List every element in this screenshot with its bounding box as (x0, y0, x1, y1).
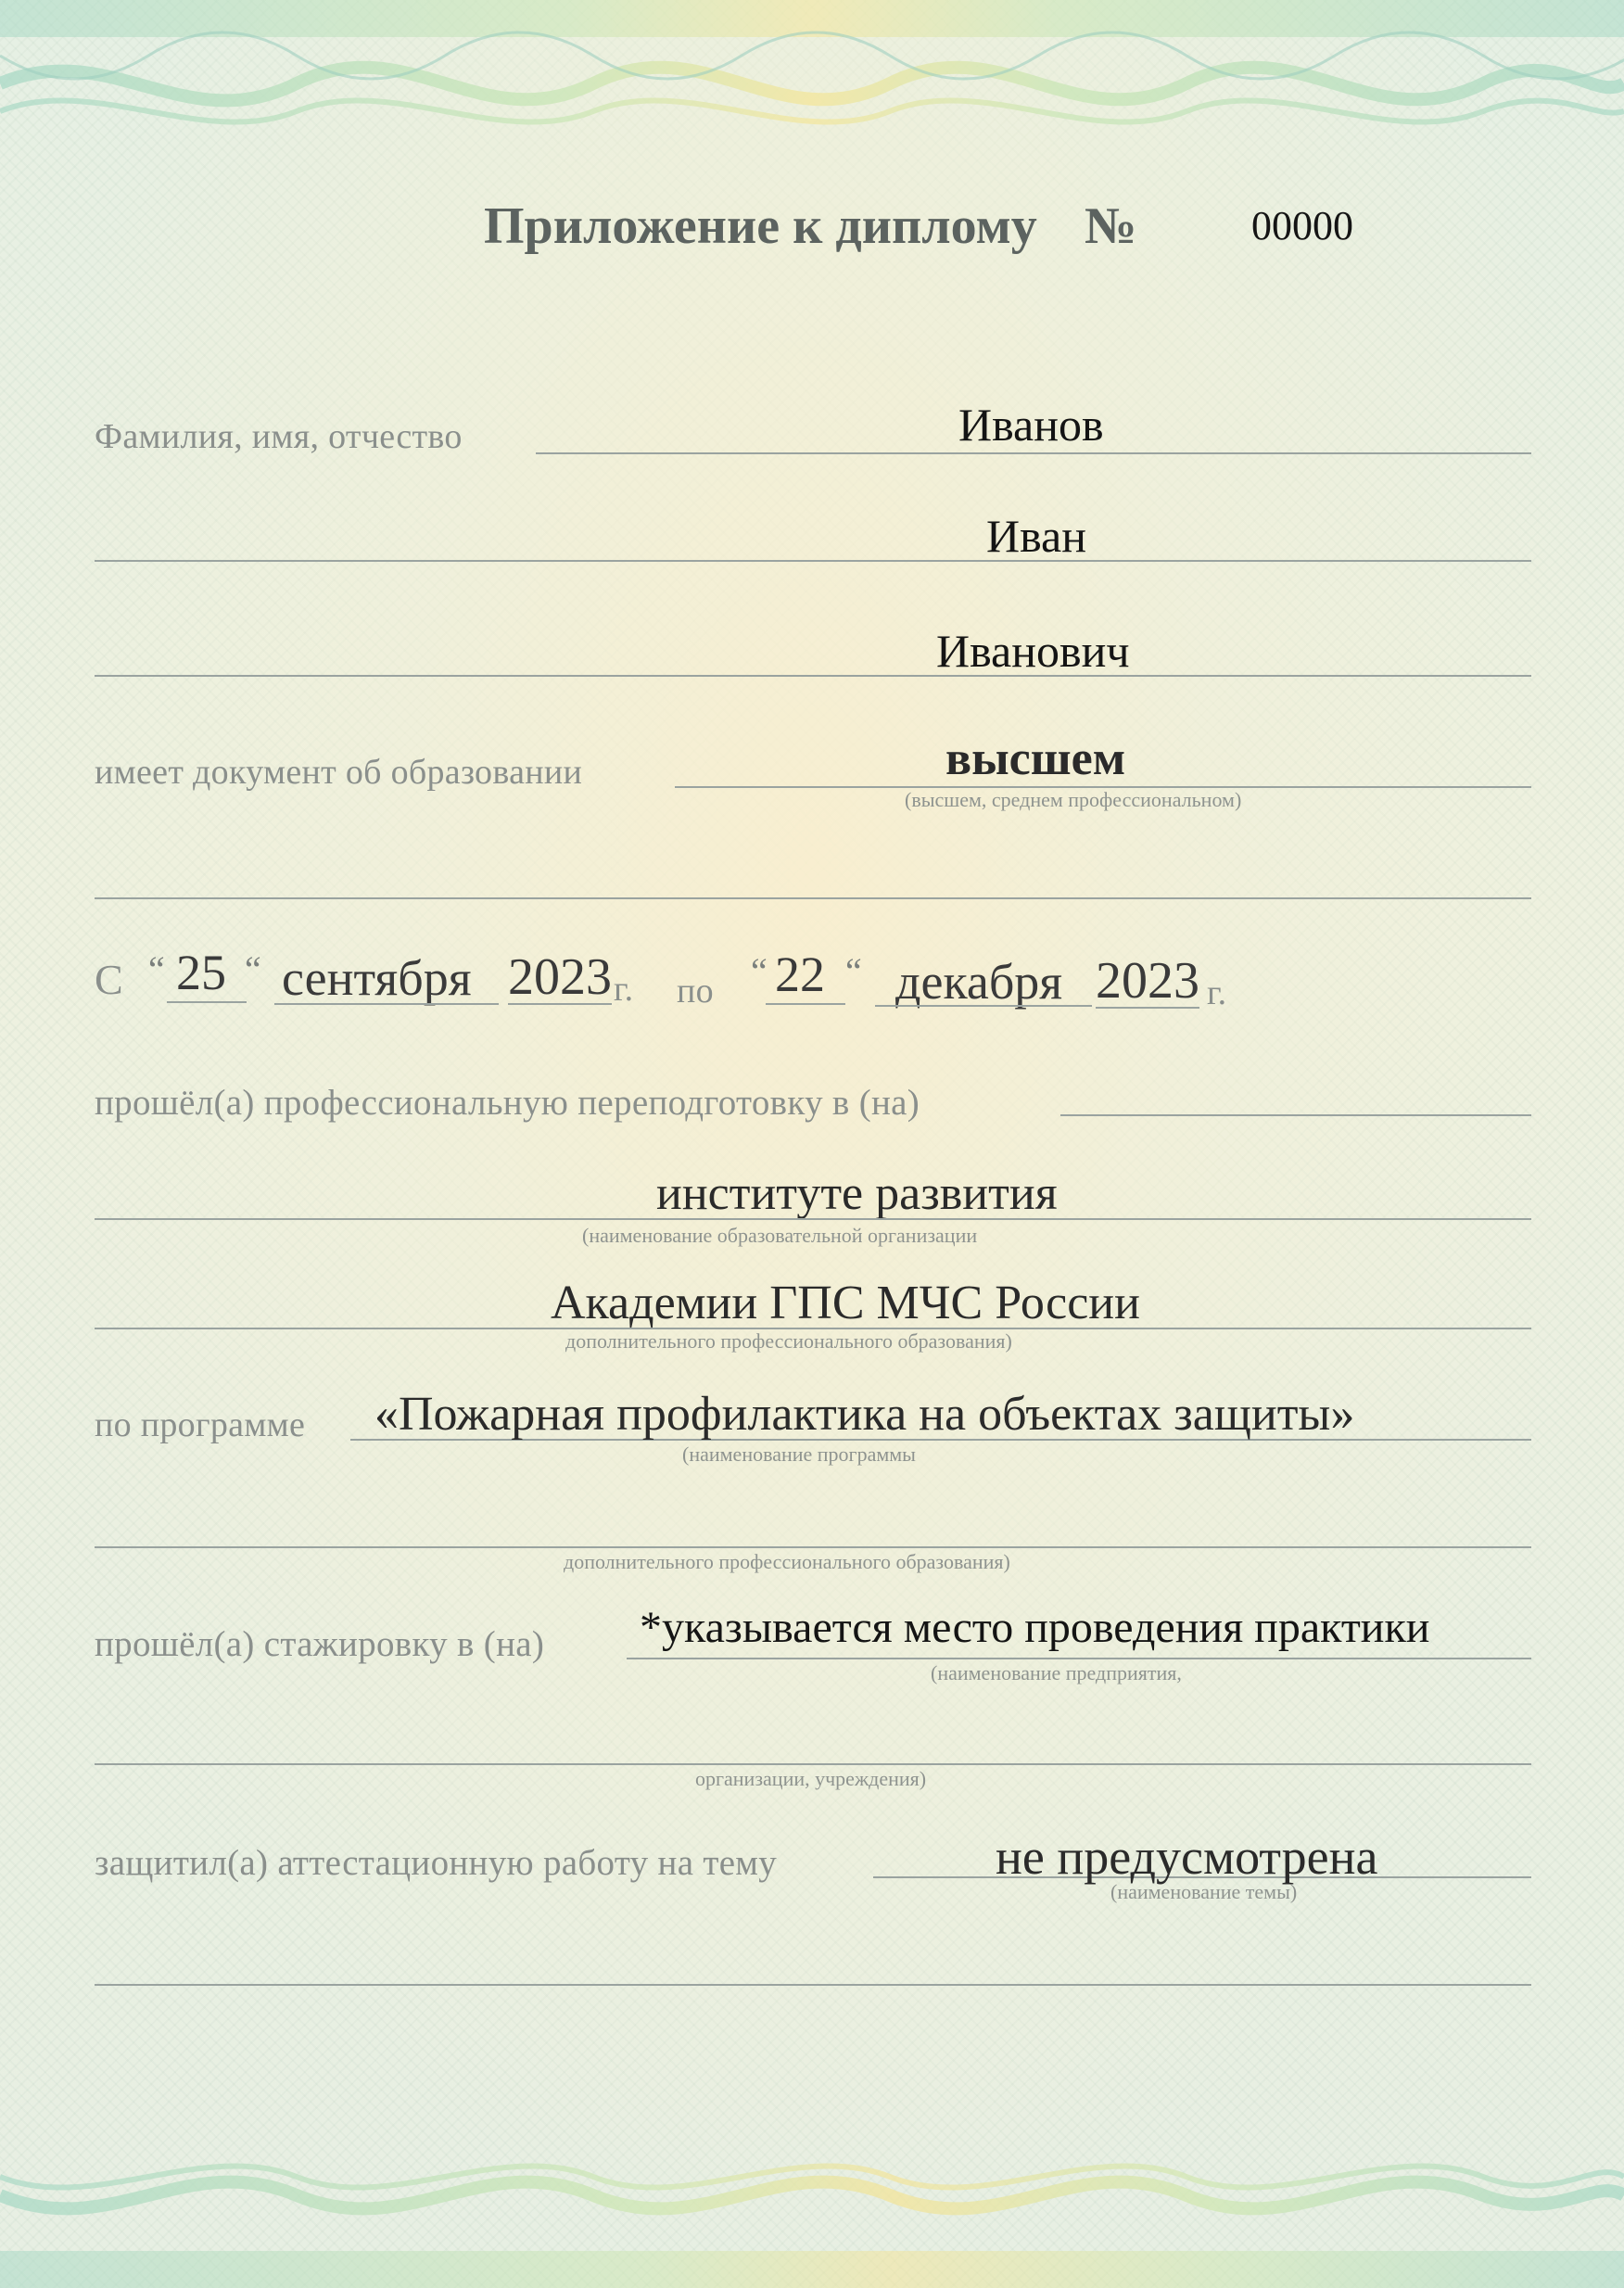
start-month-line (274, 1003, 499, 1005)
start-day-open-quote: “ (148, 948, 165, 990)
retraining-line-2 (95, 1218, 1531, 1220)
end-day-close-quote: “ (845, 950, 862, 992)
internship-label: прошёл(а) стажировку в (на) (95, 1624, 545, 1664)
fio-label: Фамилия, имя, отчество (95, 417, 463, 456)
education-line-2 (95, 897, 1531, 899)
number-sign: № (1085, 197, 1137, 255)
top-ornament-border (0, 0, 1624, 158)
program-hint-2: дополнительного профессионального образования) (564, 1550, 1010, 1573)
internship-line-1 (627, 1658, 1531, 1659)
education-document-label: имеет документ об образовании (95, 753, 583, 792)
thesis-label: защитил(а) аттестационную работу на тему (95, 1843, 778, 1883)
start-year-value: 2023 (508, 948, 612, 1006)
start-day-line (167, 1001, 247, 1003)
date-to-label: по (677, 972, 714, 1011)
diploma-number: 00000 (1251, 203, 1353, 248)
program-label: по программе (95, 1405, 306, 1444)
thesis-line-2 (95, 1984, 1531, 1986)
start-day-value: 25 (176, 945, 226, 1000)
end-day-value: 22 (775, 947, 825, 1002)
end-year-suffix: г. (1207, 973, 1227, 1012)
patronymic-value: Иванович (936, 625, 1130, 677)
program-line-2 (95, 1546, 1531, 1548)
last-name-value: Иванов (958, 399, 1104, 451)
organization-hint-2: дополнительного профессионального образования) (565, 1329, 1012, 1353)
date-from-label: С (95, 956, 123, 1003)
first-name-value: Иван (986, 510, 1087, 562)
program-name-value: «Пожарная профилактика на объектах защиты» (374, 1388, 1355, 1441)
education-level-value: высшем (945, 732, 1126, 785)
education-level-hint: (высшем, среднем профессиональном) (905, 788, 1242, 811)
fio-line-3 (95, 675, 1531, 677)
document-title: Приложение к диплому (484, 197, 1037, 255)
retraining-label: прошёл(а) профессиональную переподготовку в (на) (95, 1083, 920, 1123)
end-day-line (766, 1003, 845, 1005)
start-month-value: сентября (282, 950, 472, 1006)
fio-line-2 (95, 560, 1531, 562)
organization-hint-1: (наименование образовательной организации (582, 1224, 978, 1247)
thesis-topic-value: не предусмотрена (996, 1829, 1378, 1885)
end-year-value: 2023 (1096, 952, 1199, 1010)
start-year-line (508, 1003, 612, 1005)
internship-hint-1: (наименование предприятия, (931, 1661, 1182, 1684)
retraining-line-1 (1060, 1114, 1531, 1116)
fio-line-1 (536, 452, 1531, 454)
internship-line-2 (95, 1763, 1531, 1765)
end-day-open-quote: “ (751, 950, 768, 992)
organization-line1-value: институте развития (656, 1167, 1058, 1220)
end-year-line (1096, 1007, 1199, 1009)
internship-place-value: *указывается место проведения практики (640, 1603, 1430, 1652)
program-hint-1: (наименование программы (682, 1443, 916, 1466)
start-year-suffix: г. (614, 970, 634, 1009)
start-day-close-quote: “ (245, 948, 261, 990)
end-month-value: декабря (895, 954, 1063, 1010)
internship-hint-2: организации, учреждения) (695, 1767, 927, 1790)
thesis-hint: (наименование темы) (1110, 1880, 1298, 1903)
bottom-ornament-border (0, 2140, 1624, 2288)
end-month-line (875, 1005, 1092, 1007)
organization-line2-value: Академии ГПС МЧС России (551, 1277, 1140, 1329)
